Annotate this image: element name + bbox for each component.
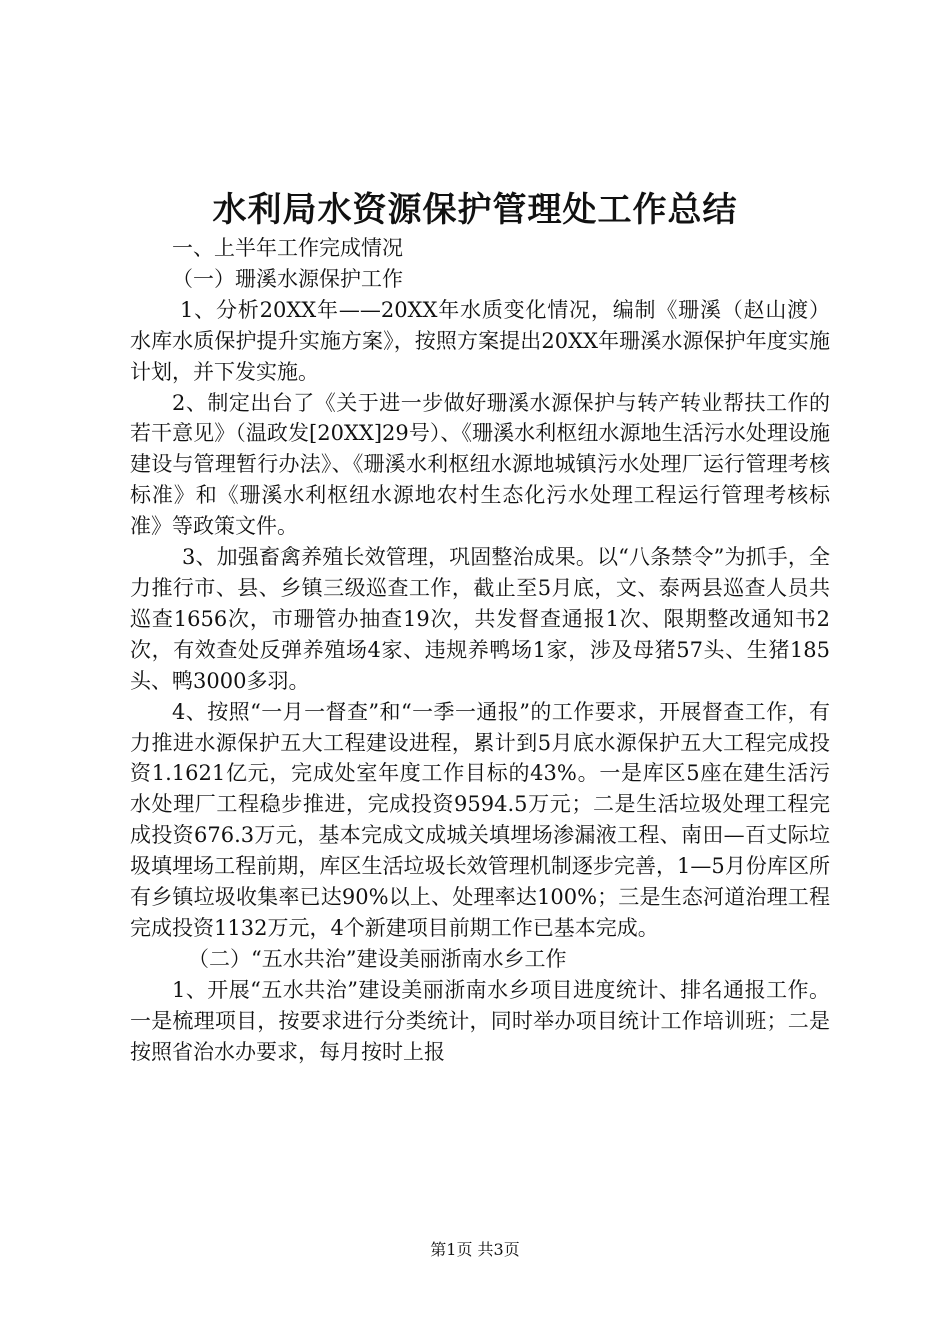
page-indicator: 第1页 共3页	[430, 1240, 520, 1259]
subsection-heading-1: （一）珊溪水源保护工作	[172, 266, 403, 291]
document-title: 水利局水资源保护管理处工作总结	[212, 190, 738, 230]
paragraph-3: 3、加强畜禽养殖长效管理，巩固整治成果。以“八条禁令”为抓手，全力推行市、县、乡镇三级巡查工作，截止至5月底，文、泰两县巡查人员共巡查1656次，市珊管办抽查19次，共发督查通报1次、限期整改通知书2次，有效查处反弹养殖场4家、违规养鸭场1家，涉及母猪57头、生猪185头、鸭3000多羽。	[130, 545, 830, 693]
paragraph-1: 1、分析20XX年——20XX年水质变化情况，编制《珊溪（赵山渡）水库水质保护提升实施方案》，按照方案提出20XX年珊溪水源保护年度实施计划，并下发实施。	[130, 297, 830, 384]
paragraph-5: 1、开展“五水共治”建设美丽浙南水乡项目进度统计、排名通报工作。一是梳理项目，按要求进行分类统计，同时举办项目统计工作培训班；二是按照省治水办要求，每月按时上报	[130, 977, 830, 1064]
paragraph-2: 2、制定出台了《关于进一步做好珊溪水源保护与转产转业帮扶工作的若干意见》（温政发[20XX]29号）、《珊溪水利枢纽水源地生活污水处理设施建设与管理暂行办法》、《珊溪水利枢纽水源地城镇污水处理厂运行管理考核标准》和《珊溪水利枢纽水源地农村生态化污水处理工程运行管理考核标准》等政策文件。	[130, 390, 830, 539]
document-body	[130, 233, 830, 1067]
section-heading-1: 一、上半年工作完成情况	[172, 236, 403, 260]
subsection-heading-2: （二）“五水共治”建设美丽浙南水乡工作	[188, 946, 567, 971]
paragraph-4: 4、按照“一月一督查”和“一季一通报”的工作要求，开展督查工作，有力推进水源保护五大工程建设进程，累计到5月底水源保护五大工程完成投资1.1621亿元，完成处室年度工作目标的43%。一是库区5座在建生活污水处理厂工程稳步推进，完成投资9594.5万元；二是生活垃圾处理工程完成投资676.3万元，基本完成文成城关填埋场渗漏液工程、南田—百丈际垃圾填埋场工程前期，库区生活垃圾长效管理机制逐步完善，1—5月份库区所有乡镇垃圾收集率已达90%以上、处理率达100%；三是生态河道治理工程完成投资1132万元，4个新建项目前期工作已基本完成。	[130, 699, 830, 940]
